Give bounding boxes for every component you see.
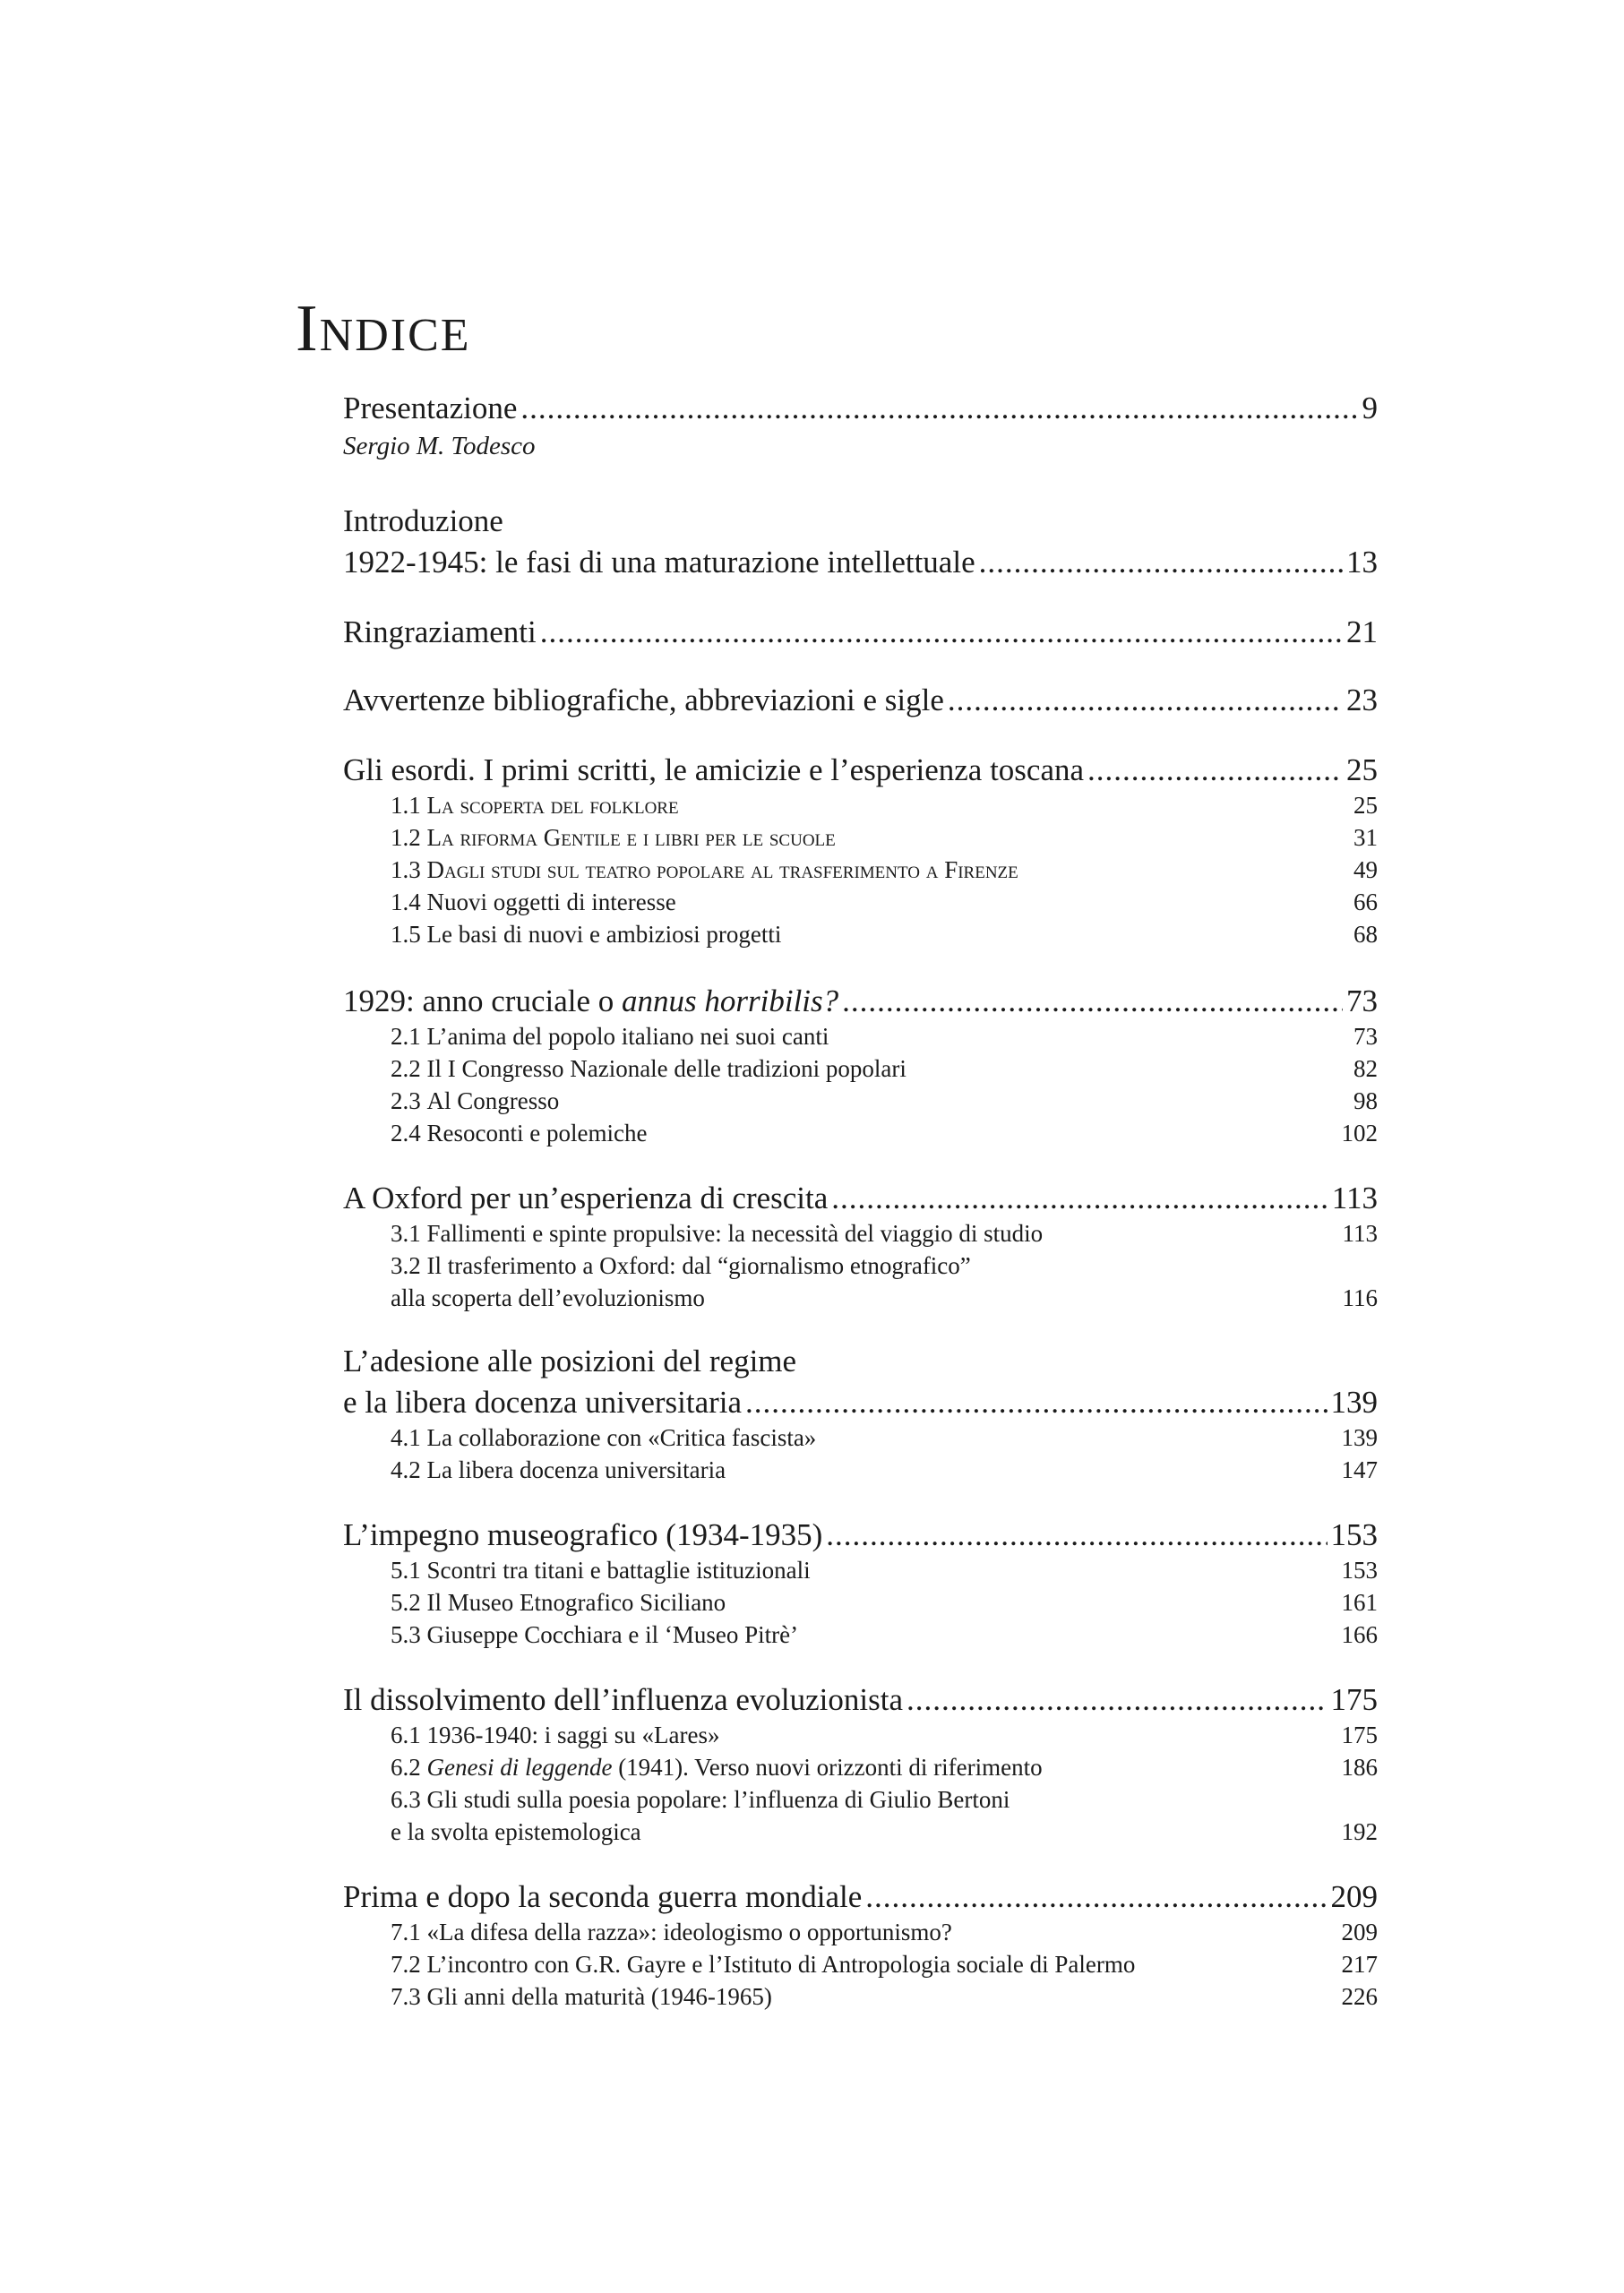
section-number: 5.3 xyxy=(391,1621,421,1648)
page-number: 113 xyxy=(1331,1181,1378,1215)
section-title: Le basi di nuovi e ambiziosi progetti xyxy=(426,921,782,948)
entry-label: e la libera docenza universitaria xyxy=(343,1385,743,1420)
toc-section-3-1[interactable] xyxy=(391,1220,1378,1248)
section-title: Scontri tra titani e battaglie istituzionali xyxy=(426,1557,811,1584)
entry-label: Avvertenze bibliografiche, abbreviazioni e sigle xyxy=(343,683,944,717)
toc-section-4-1[interactable] xyxy=(391,1424,1378,1452)
section-number: 6.2 xyxy=(391,1754,421,1781)
section-number: 2.1 xyxy=(391,1023,421,1050)
page-number: 175 xyxy=(1341,1722,1378,1748)
entry-label: L’impegno museografico (1934-1935) xyxy=(343,1517,823,1552)
toc-chapter-1[interactable] xyxy=(343,752,1378,788)
dot-leader xyxy=(979,545,1343,580)
toc-chapter-6[interactable] xyxy=(343,1682,1378,1718)
section-number: 1.4 xyxy=(391,889,421,915)
page-number: 209 xyxy=(1330,1879,1378,1914)
toc-section-6-1[interactable] xyxy=(391,1722,1378,1749)
toc-section-6-3[interactable] xyxy=(391,1786,1010,1814)
section-number: 5.1 xyxy=(391,1557,421,1584)
page-number: 25 xyxy=(1353,792,1378,819)
page-number: 73 xyxy=(1353,1023,1378,1050)
page-number: 116 xyxy=(1342,1284,1378,1311)
section-title-cont: e la svolta epistemologica xyxy=(391,1818,641,1845)
toc-entry-presentazione[interactable] xyxy=(343,391,1378,426)
toc-section-1-5[interactable] xyxy=(391,921,1378,949)
section-title-italic: Genesi di leggende xyxy=(426,1754,613,1781)
toc-chapter-2[interactable] xyxy=(343,983,1378,1019)
toc-section-7-3[interactable] xyxy=(391,1983,1378,2011)
toc-section-7-2[interactable] xyxy=(391,1951,1378,1979)
entry-label: Prima e dopo la seconda guerra mondiale xyxy=(343,1879,863,1914)
page-number: 113 xyxy=(1342,1220,1378,1247)
toc-section-5-2[interactable] xyxy=(391,1589,1378,1617)
dot-leader xyxy=(826,1517,1327,1553)
section-title: Il I Congresso Nazionale delle tradizioni popolari xyxy=(426,1055,907,1082)
page-number: 49 xyxy=(1353,856,1378,883)
section-title: Il trasferimento a Oxford: dal “giornalismo etnografico” xyxy=(426,1252,971,1279)
page-number: 9 xyxy=(1362,391,1378,425)
page-number: 73 xyxy=(1346,983,1378,1018)
toc-chapter-3[interactable] xyxy=(343,1181,1378,1216)
entry-label: 1922-1945: le fasi di una maturazione intellettuale xyxy=(343,545,975,580)
section-number: 2.2 xyxy=(391,1055,421,1082)
entry-label: A Oxford per un’esperienza di crescita xyxy=(343,1181,829,1215)
entry-author: Sergio M. Todesco xyxy=(343,432,536,460)
section-title: Dagli studi sul teatro popolare al trasferimento a Firenze xyxy=(426,856,1018,883)
toc-section-2-1[interactable] xyxy=(391,1023,1378,1051)
dot-leader xyxy=(1087,752,1343,788)
entry-label: Presentazione xyxy=(343,391,518,425)
section-title: Gli anni della maturità (1946-1965) xyxy=(426,1983,772,2010)
section-number: 1.5 xyxy=(391,921,421,948)
page-number: 68 xyxy=(1353,921,1378,948)
page-number: 82 xyxy=(1353,1055,1378,1082)
toc-chapter-5[interactable] xyxy=(343,1517,1378,1553)
section-number: 4.2 xyxy=(391,1456,421,1483)
page-number: 166 xyxy=(1341,1621,1378,1648)
page-number: 23 xyxy=(1346,683,1378,717)
section-number: 1.2 xyxy=(391,824,421,851)
dot-leader xyxy=(540,614,1343,650)
section-number: 3.1 xyxy=(391,1220,421,1247)
section-title: La collaborazione con «Critica fascista» xyxy=(426,1424,817,1451)
dot-leader xyxy=(842,983,1343,1019)
page-number: 25 xyxy=(1346,752,1378,787)
page-number: 161 xyxy=(1341,1589,1378,1616)
section-title: (1941). Verso nuovi orizzonti di riferimento xyxy=(612,1754,1043,1781)
page-number: 217 xyxy=(1341,1951,1378,1978)
toc-section-3-2[interactable] xyxy=(391,1252,971,1280)
toc-section-1-1[interactable] xyxy=(391,792,1378,820)
toc-section-1-2[interactable] xyxy=(391,824,1378,852)
section-title-cont: alla scoperta dell’evoluzionismo xyxy=(391,1284,705,1311)
dot-leader xyxy=(520,391,1358,426)
section-number: 1.1 xyxy=(391,792,421,819)
section-title: La scoperta del folklore xyxy=(426,792,679,819)
page-number: 66 xyxy=(1353,889,1378,915)
page-number: 186 xyxy=(1341,1754,1378,1781)
page-number: 13 xyxy=(1346,545,1378,580)
toc-section-5-3[interactable] xyxy=(391,1621,1378,1649)
toc-chapter-7[interactable] xyxy=(343,1879,1378,1915)
section-number: 6.1 xyxy=(391,1722,421,1748)
page-title: Indice xyxy=(296,292,471,365)
page-number: 226 xyxy=(1341,1983,1378,2010)
section-title: La riforma Gentile e i libri per le scuole xyxy=(426,824,836,851)
section-number: 2.4 xyxy=(391,1120,421,1146)
page-number: 21 xyxy=(1346,614,1378,649)
entry-label-italic: annus horribilis? xyxy=(622,983,839,1018)
dot-leader xyxy=(831,1181,1328,1216)
page-number: 192 xyxy=(1341,1818,1378,1845)
section-number: 3.2 xyxy=(391,1252,421,1279)
toc-section-5-1[interactable] xyxy=(391,1557,1378,1584)
page-number: 209 xyxy=(1341,1919,1378,1945)
page-number: 139 xyxy=(1330,1385,1378,1420)
entry-label: Ringraziamenti xyxy=(343,614,537,649)
dot-leader xyxy=(865,1879,1327,1915)
toc-section-7-1[interactable] xyxy=(391,1919,1378,1946)
section-number: 2.3 xyxy=(391,1087,421,1114)
toc-section-2-4[interactable] xyxy=(391,1120,1378,1147)
toc-section-6-3-cont[interactable] xyxy=(391,1818,1378,1846)
page-number: 153 xyxy=(1330,1517,1378,1552)
page-number: 98 xyxy=(1353,1087,1378,1114)
section-number: 7.1 xyxy=(391,1919,421,1945)
toc-section-1-4[interactable] xyxy=(391,889,1378,916)
page-number: 31 xyxy=(1353,824,1378,851)
section-title: «La difesa della razza»: ideologismo o opportunismo? xyxy=(426,1919,952,1945)
toc-entry-introduzione[interactable] xyxy=(343,545,1378,580)
page-number: 147 xyxy=(1341,1456,1378,1483)
page-number: 153 xyxy=(1341,1557,1378,1584)
dot-leader xyxy=(948,683,1343,718)
toc-entry-avvertenze[interactable] xyxy=(343,683,1378,718)
toc-entry-introduzione-label: Introduzione xyxy=(343,503,503,538)
section-title: L’anima del popolo italiano nei suoi canti xyxy=(426,1023,829,1050)
section-number: 7.2 xyxy=(391,1951,421,1978)
toc-section-2-2[interactable] xyxy=(391,1055,1378,1083)
section-title: Gli studi sulla poesia popolare: l’influenza di Giulio Bertoni xyxy=(426,1786,1010,1813)
toc-entry-ringraziamenti[interactable] xyxy=(343,614,1378,650)
toc-section-6-2[interactable] xyxy=(391,1754,1378,1782)
page-number: 139 xyxy=(1341,1424,1378,1451)
section-title: 1936-1940: i saggi su «Lares» xyxy=(426,1722,720,1748)
page-number: 175 xyxy=(1330,1682,1378,1717)
section-number: 5.2 xyxy=(391,1589,421,1616)
section-title: La libera docenza universitaria xyxy=(426,1456,726,1483)
dot-leader xyxy=(907,1682,1328,1718)
section-title: Giuseppe Cocchiara e il ‘Museo Pitrè’ xyxy=(426,1621,799,1648)
dot-leader xyxy=(745,1385,1327,1421)
section-title: Il Museo Etnografico Siciliano xyxy=(426,1589,726,1616)
toc-section-3-2-cont[interactable] xyxy=(391,1284,1378,1312)
toc-section-2-3[interactable] xyxy=(391,1087,1378,1115)
toc-section-4-2[interactable] xyxy=(391,1456,1378,1484)
page-number: 102 xyxy=(1341,1120,1378,1146)
section-number: 7.3 xyxy=(391,1983,421,2010)
section-number: 4.1 xyxy=(391,1424,421,1451)
toc-section-1-3[interactable] xyxy=(391,856,1378,884)
section-title: Fallimenti e spinte propulsive: la necessità del viaggio di studio xyxy=(426,1220,1044,1247)
section-title: Resoconti e polemiche xyxy=(426,1120,648,1146)
section-number: 1.3 xyxy=(391,856,421,883)
section-title: Al Congresso xyxy=(426,1087,560,1114)
section-number: 6.3 xyxy=(391,1786,421,1813)
toc-chapter-4-line1: L’adesione alle posizioni del regime xyxy=(343,1344,797,1378)
section-title: Nuovi oggetti di interesse xyxy=(426,889,676,915)
entry-label: Gli esordi. I primi scritti, le amicizie e l’esperienza toscana xyxy=(343,752,1085,787)
section-title: L’incontro con G.R. Gayre e l’Istituto di Antropologia sociale di Palermo xyxy=(426,1951,1136,1978)
entry-label: 1929: anno cruciale o xyxy=(343,983,623,1018)
entry-label: Il dissolvimento dell’influenza evoluzionista xyxy=(343,1682,903,1717)
toc-chapter-4[interactable] xyxy=(343,1385,1378,1421)
